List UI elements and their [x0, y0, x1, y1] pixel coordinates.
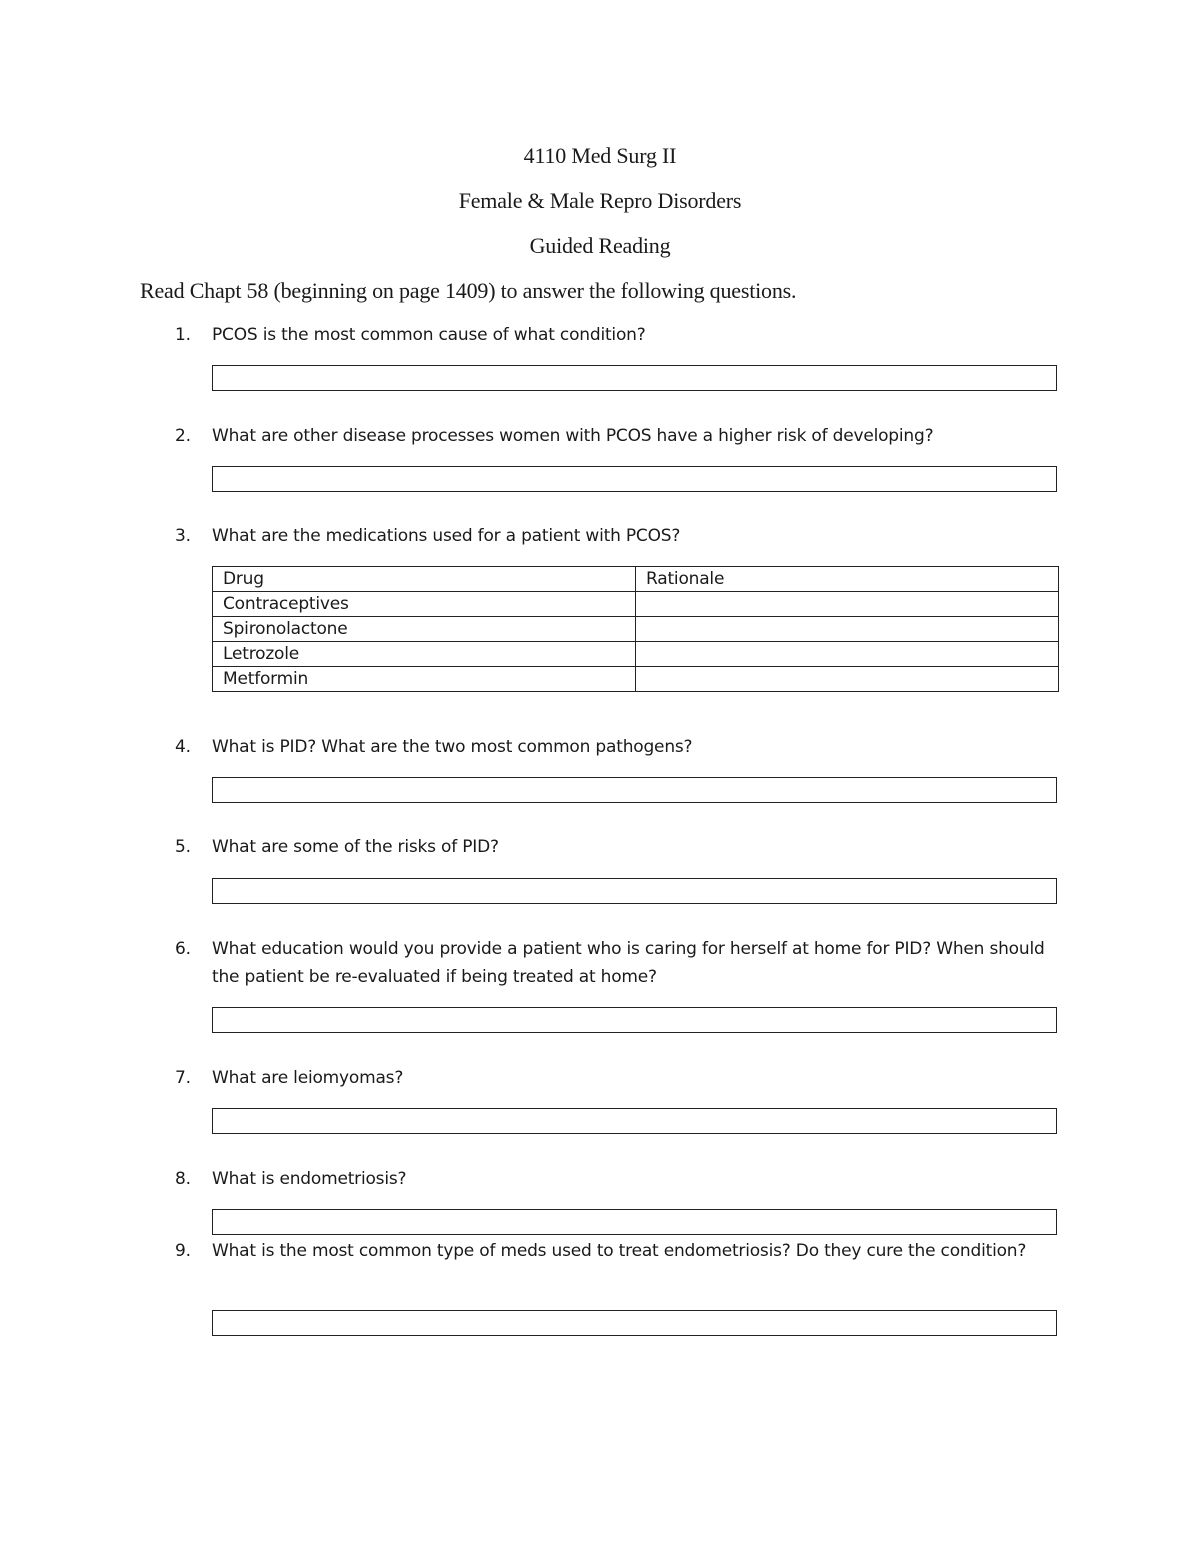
question-7 [175, 1064, 1055, 1092]
course-title: 4110 Med Surg II [523, 143, 677, 168]
answer-box-9[interactable] [212, 1310, 1057, 1336]
question-9 [175, 1237, 1055, 1265]
rationale-cell[interactable] [636, 667, 1059, 692]
question-text: What is endometriosis? [212, 1169, 407, 1189]
answer-box-8[interactable] [212, 1209, 1057, 1235]
answer-box-1[interactable] [212, 365, 1057, 391]
question-text: What are some of the risks of PID? [212, 837, 499, 857]
document-kind: Guided Reading [529, 233, 671, 258]
question-number: 3. [175, 526, 191, 546]
question-5 [175, 833, 1055, 861]
table-row [213, 617, 1059, 642]
question-text: What are other disease processes women with PCOS have a higher risk of developing? [212, 426, 934, 446]
medications-table [212, 566, 1059, 692]
instructions: Read Chapt 58 (beginning on page 1409) to answer the following questions. [140, 278, 797, 303]
question-8 [175, 1165, 1055, 1193]
topic-title: Female & Male Repro Disorders [458, 188, 742, 213]
question-text: What are the medications used for a patient with PCOS? [212, 526, 681, 546]
table-row [213, 592, 1059, 617]
question-number: 6. [175, 939, 191, 959]
answer-box-6[interactable] [212, 1007, 1057, 1033]
column-header-rationale: Rationale [636, 567, 1059, 592]
answer-box-5[interactable] [212, 878, 1057, 904]
question-text: What is the most common type of meds used to treat endometriosis? Do they cure the condition? [212, 1241, 1027, 1261]
drug-cell: Contraceptives [213, 592, 636, 617]
rationale-cell[interactable] [636, 642, 1059, 667]
rationale-cell[interactable] [636, 592, 1059, 617]
question-3 [175, 522, 1055, 550]
drug-cell: Spironolactone [213, 617, 636, 642]
column-header-drug: Drug [213, 567, 636, 592]
question-number: 9. [175, 1241, 191, 1261]
question-number: 7. [175, 1068, 191, 1088]
question-number: 8. [175, 1169, 191, 1189]
question-6 [175, 935, 1055, 991]
question-number: 2. [175, 426, 191, 446]
question-text: What is PID? What are the two most common pathogens? [212, 737, 693, 757]
question-text: What education would you provide a patient who is caring for herself at home for PID? When should the patient be re-evaluated if being treated at home? [212, 939, 1045, 987]
question-text: What are leiomyomas? [212, 1068, 404, 1088]
question-text: PCOS is the most common cause of what condition? [212, 325, 646, 345]
drug-cell: Metformin [213, 667, 636, 692]
question-1 [175, 321, 1055, 349]
drug-cell: Letrozole [213, 642, 636, 667]
question-number: 4. [175, 737, 191, 757]
table-header-row [213, 567, 1059, 592]
question-number: 1. [175, 325, 191, 345]
answer-box-2[interactable] [212, 466, 1057, 492]
answer-box-4[interactable] [212, 777, 1057, 803]
question-2 [175, 422, 1055, 450]
question-number: 5. [175, 837, 191, 857]
question-4 [175, 733, 1055, 761]
answer-box-7[interactable] [212, 1108, 1057, 1134]
table-row [213, 667, 1059, 692]
table-row [213, 642, 1059, 667]
rationale-cell[interactable] [636, 617, 1059, 642]
